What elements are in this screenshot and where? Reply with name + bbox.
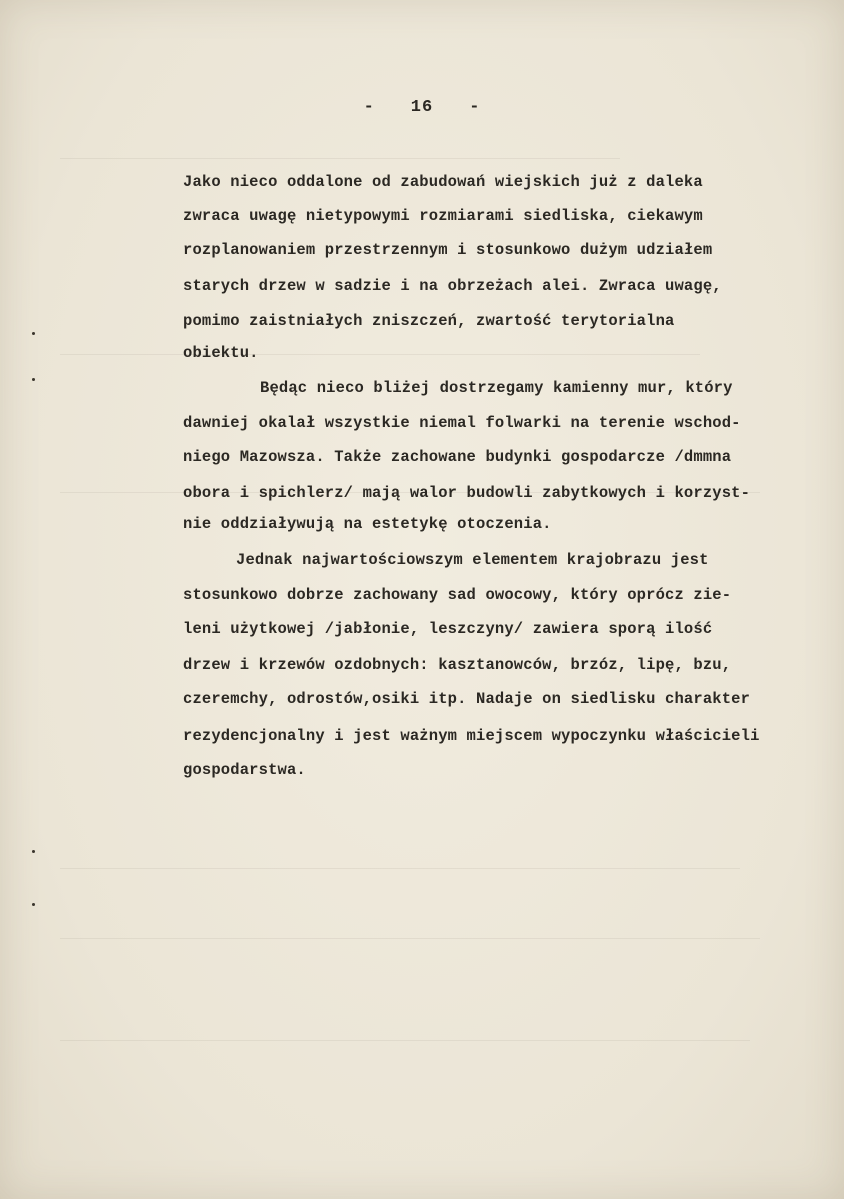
text-line: nie oddziaływują na estetykę otoczenia. [183,515,552,533]
text-line: rozplanowaniem przestrzennym i stosunkowo dużym udziałem [183,241,713,259]
page-number-value: 16 [410,98,434,117]
page-number [0,98,844,117]
text-line: Będąc nieco bliżej dostrzegamy kamienny mur, który [260,379,733,397]
text-line: drzew i krzewów ozdobnych: kasztanowców, brzóz, lipę, bzu, [183,656,732,674]
text-line: dawniej okalał wszystkie niemal folwarki na terenie wschod- [183,414,741,432]
text-line: gospodarstwa. [183,761,306,779]
text-line: Jako nieco oddalone od zabudowań wiejskich już z daleka [183,173,703,191]
text-line: rezydencjonalny i jest ważnym miejscem wypoczynku właścicieli [183,727,760,745]
bleed-through-line [60,158,620,159]
bleed-through-line [60,354,700,355]
margin-mark [32,332,35,335]
text-line: Jednak najwartościowszym elementem krajobrazu jest [236,551,709,569]
text-line: pomimo zaistniałych zniszczeń, zwartość terytorialna [183,312,675,330]
bleed-through-line [60,868,740,869]
margin-mark [32,850,35,853]
text-line: obora i spichlerz/ mają walor budowli zabytkowych i korzyst- [183,484,751,502]
bleed-through-line [60,1040,750,1041]
text-line: czeremchy, odrostów,osiki itp. Nadaje on siedlisku charakter [183,690,751,708]
margin-mark [32,378,35,381]
text-line: niego Mazowsza. Także zachowane budynki gospodarcze /dmmna [183,448,732,466]
margin-mark [32,903,35,906]
bleed-through-line [60,938,760,939]
text-line: stosunkowo dobrze zachowany sad owocowy, który oprócz zie- [183,586,732,604]
text-line: obiektu. [183,344,259,362]
text-line: starych drzew w sadzie i na obrzeżach alei. Zwraca uwagę, [183,277,722,295]
page-number-dash: - [363,98,375,117]
text-line: leni użytkowej /jabłonie, leszczyny/ zawiera sporą ilość [183,620,713,638]
page-number-dash: - [469,98,481,117]
text-line: zwraca uwagę nietypowymi rozmiarami siedliska, ciekawym [183,207,703,225]
